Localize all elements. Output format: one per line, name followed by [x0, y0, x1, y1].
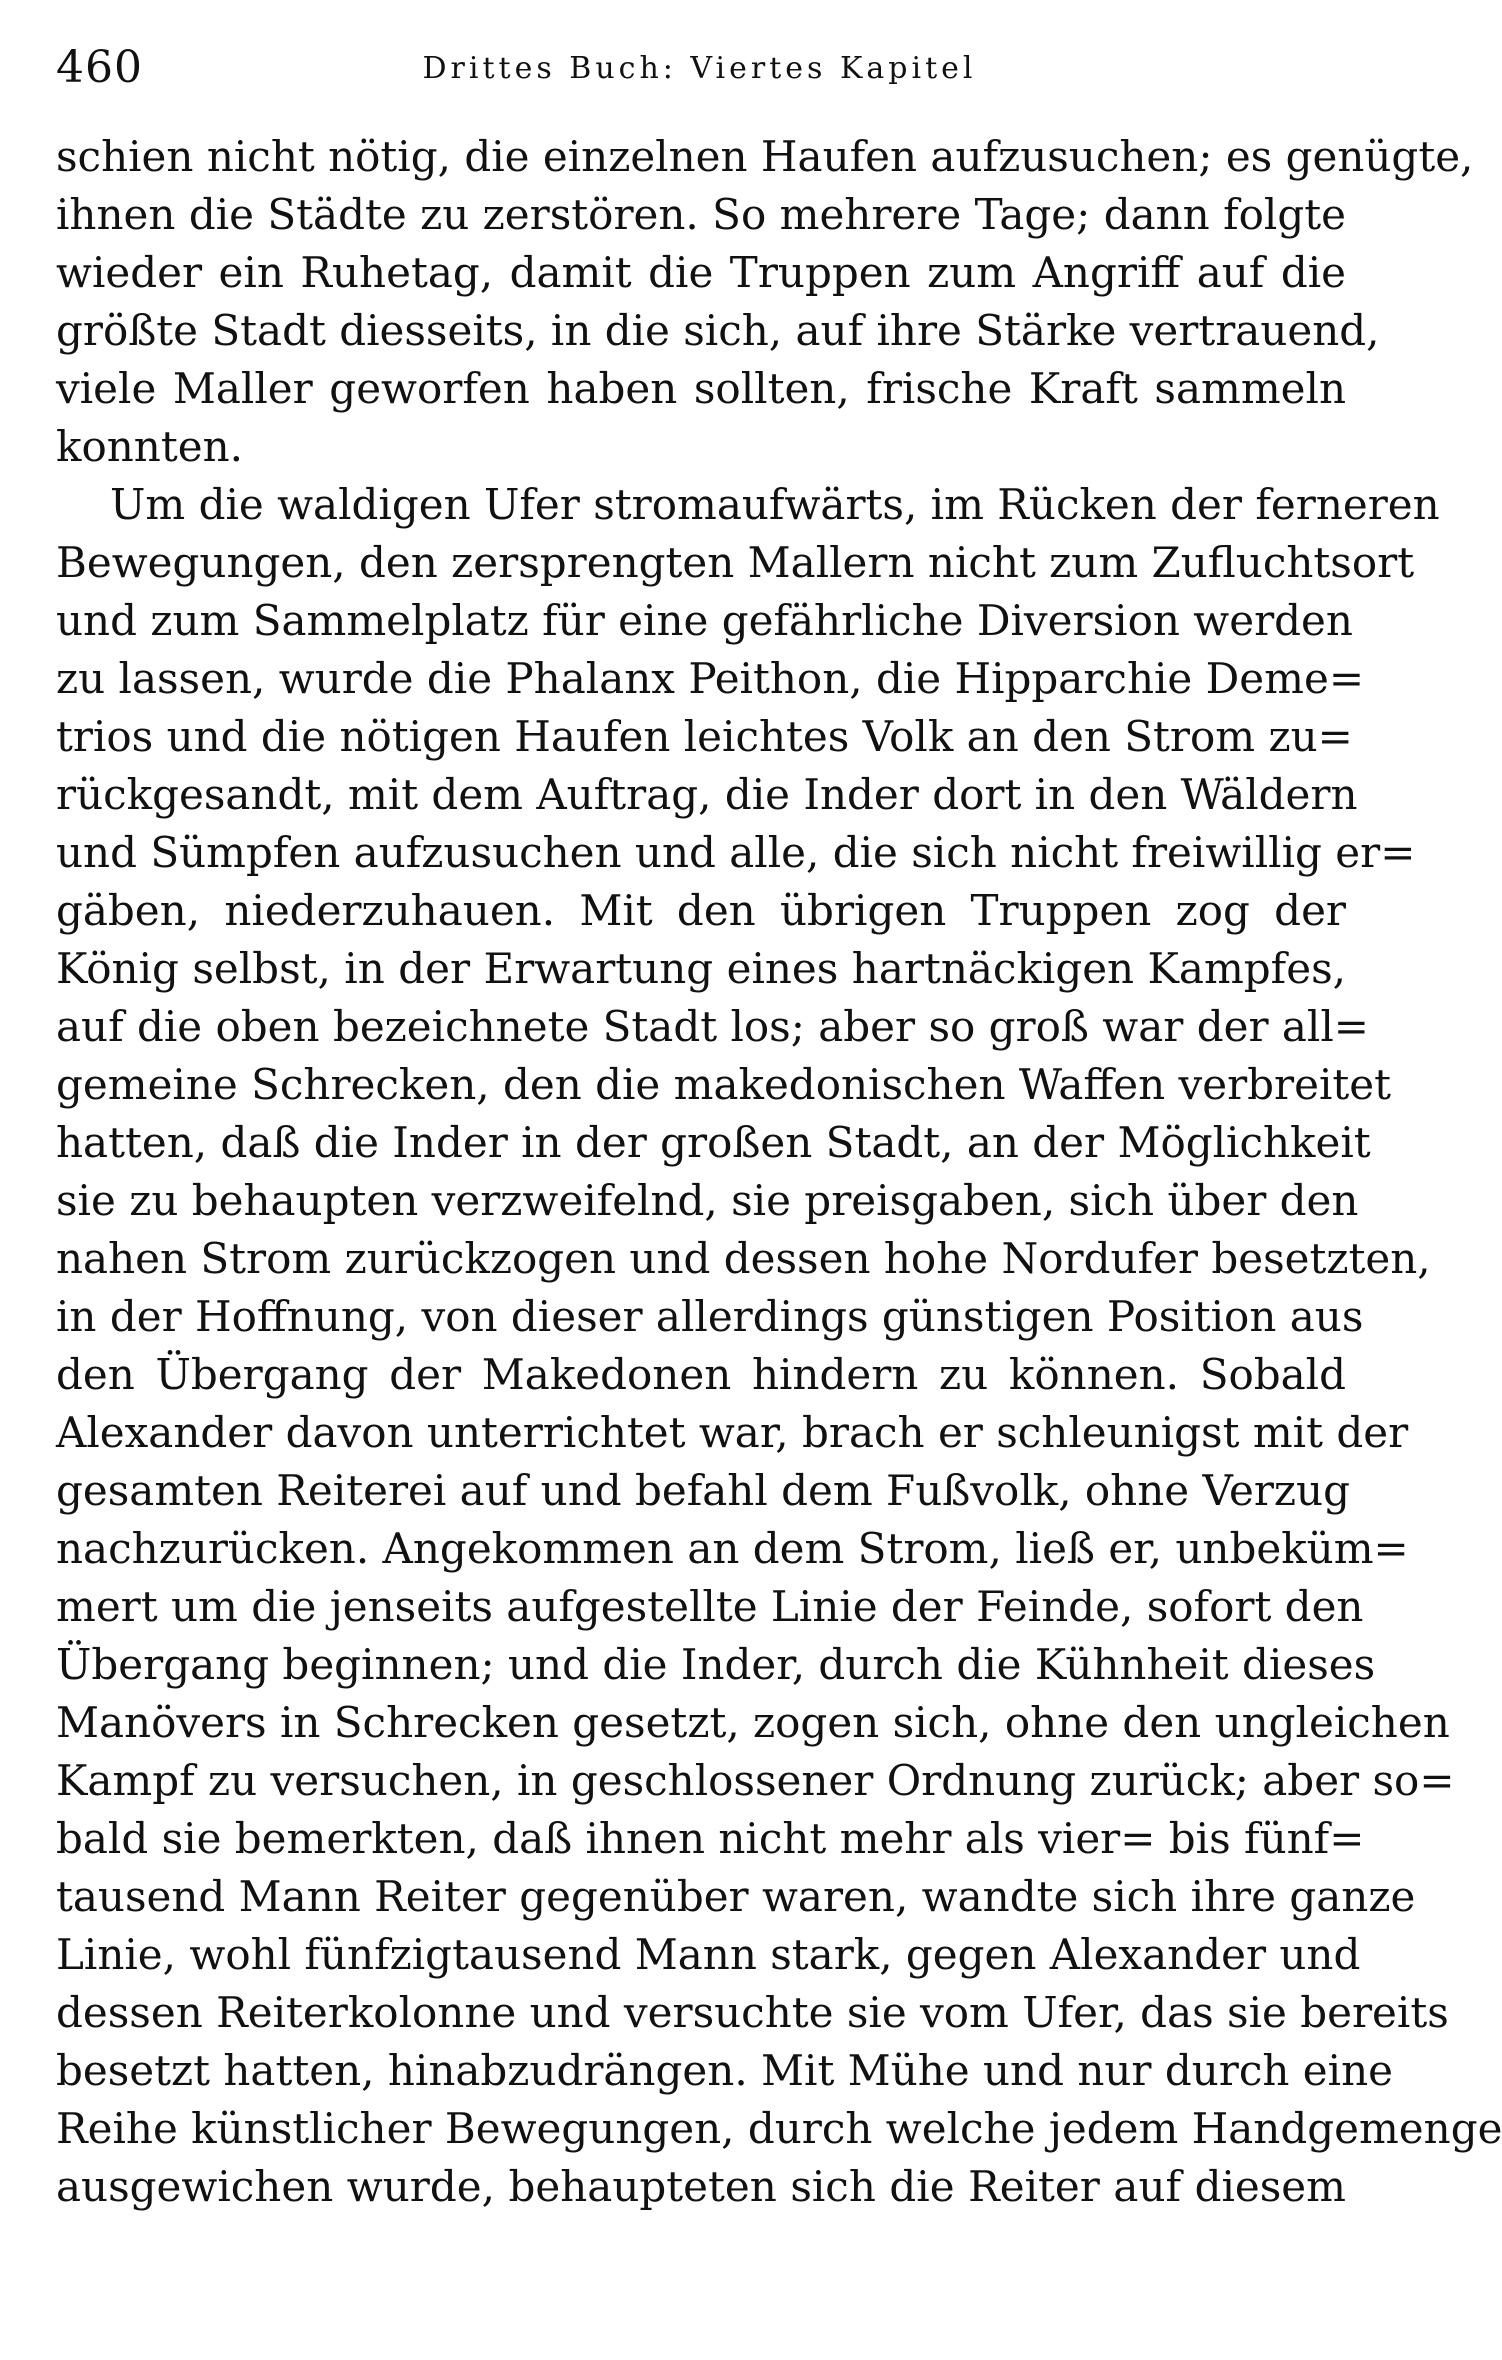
text-line: und Sümpfen aufzusuchen und alle, die sich nicht freiwillig er= [56, 828, 1416, 877]
text-line: gäben, niederzuhauen. Mit den übrigen Truppen zog der [56, 886, 1346, 935]
text-line: wieder ein Ruhetag, damit die Truppen zum Angriff auf die [56, 248, 1346, 297]
text-line: König selbst, in der Erwartung eines hartnäckigen Kampfes, [56, 944, 1346, 993]
text-line: mert um die jenseits aufgestellte Linie der Feinde, sofort den [56, 1582, 1364, 1631]
text-line: auf die oben bezeichnete Stadt los; aber so groß war der all= [56, 1002, 1369, 1051]
text-line: Übergang beginnen; und die Inder, durch die Kühnheit dieses [56, 1640, 1376, 1689]
text-line: Bewegungen, den zersprengten Mallern nicht zum Zufluchtsort [56, 538, 1415, 587]
text-line: Kampf zu versuchen, in geschlossener Ordnung zurück; aber so= [56, 1756, 1455, 1805]
body-text [56, 128, 1502, 2216]
text-line: rückgesandt, mit dem Auftrag, die Inder dort in den Wäldern [56, 770, 1358, 819]
text-line: in der Hoffnung, von dieser allerdings günstigen Position aus [56, 1292, 1364, 1341]
page-number: 460 [56, 42, 143, 93]
running-head: Drittes Buch: Viertes Kapitel [422, 51, 977, 86]
page-header [56, 38, 1343, 98]
text-line: Manövers in Schrecken gesetzt, zogen sich, ohne den ungleichen [56, 1698, 1450, 1747]
text-line: zu lassen, wurde die Phalanx Peithon, die Hipparchie Deme= [56, 654, 1365, 703]
text-line: ausgewichen wurde, behaupteten sich die Reiter auf diesem [56, 2162, 1346, 2211]
text-line: den Übergang der Makedonen hindern zu können. Sobald [56, 1350, 1346, 1399]
text-line: bald sie bemerkten, daß ihnen nicht mehr als vier= bis fünf= [56, 1814, 1365, 1863]
text-line: dessen Reiterkolonne und versuchte sie vom Ufer, das sie bereits [56, 1988, 1449, 2037]
text-line: und zum Sammelplatz für eine gefährliche Diversion werden [56, 596, 1353, 645]
text-line: tausend Mann Reiter gegenüber waren, wandte sich ihre ganze [56, 1872, 1416, 1921]
text-line: sie zu behaupten verzweifelnd, sie preisgaben, sich über den [56, 1176, 1359, 1225]
text-line: konnten. [56, 422, 243, 471]
text-line: Alexander davon unterrichtet war, brach er schleunigst mit der [56, 1408, 1409, 1457]
text-line: schien nicht nötig, die einzelnen Haufen aufzusuchen; es genügte, [56, 132, 1474, 181]
text-line: viele Maller geworfen haben sollten, frische Kraft sammeln [56, 364, 1346, 413]
text-line: Reihe künstlicher Bewegungen, durch welche jedem Handgemenge [56, 2104, 1502, 2153]
text-line: nahen Strom zurückzogen und dessen hohe Nordufer besetzten, [56, 1234, 1431, 1283]
text-line: gemeine Schrecken, den die makedonischen Waffen verbreitet [56, 1060, 1392, 1109]
text-line: nachzurücken. Angekommen an dem Strom, ließ er, unbeküm= [56, 1524, 1409, 1573]
text-line: Um die waldigen Ufer stromaufwärts, im Rücken der ferneren [110, 480, 1440, 529]
text-line: gesamten Reiterei auf und befahl dem Fußvolk, ohne Verzug [56, 1466, 1350, 1515]
text-line: ihnen die Städte zu zerstören. So mehrere Tage; dann folgte [56, 190, 1346, 239]
text-line: größte Stadt diesseits, in die sich, auf ihre Stärke vertrauend, [56, 306, 1380, 355]
text-line: trios und die nötigen Haufen leichtes Volk an den Strom zu= [56, 712, 1353, 761]
text-line: hatten, daß die Inder in der großen Stadt, an der Möglichkeit [56, 1118, 1371, 1167]
text-line: besetzt hatten, hinabzudrängen. Mit Mühe und nur durch eine [56, 2046, 1393, 2095]
text-line: Linie, wohl fünfzigtausend Mann stark, gegen Alexander und [56, 1930, 1361, 1979]
